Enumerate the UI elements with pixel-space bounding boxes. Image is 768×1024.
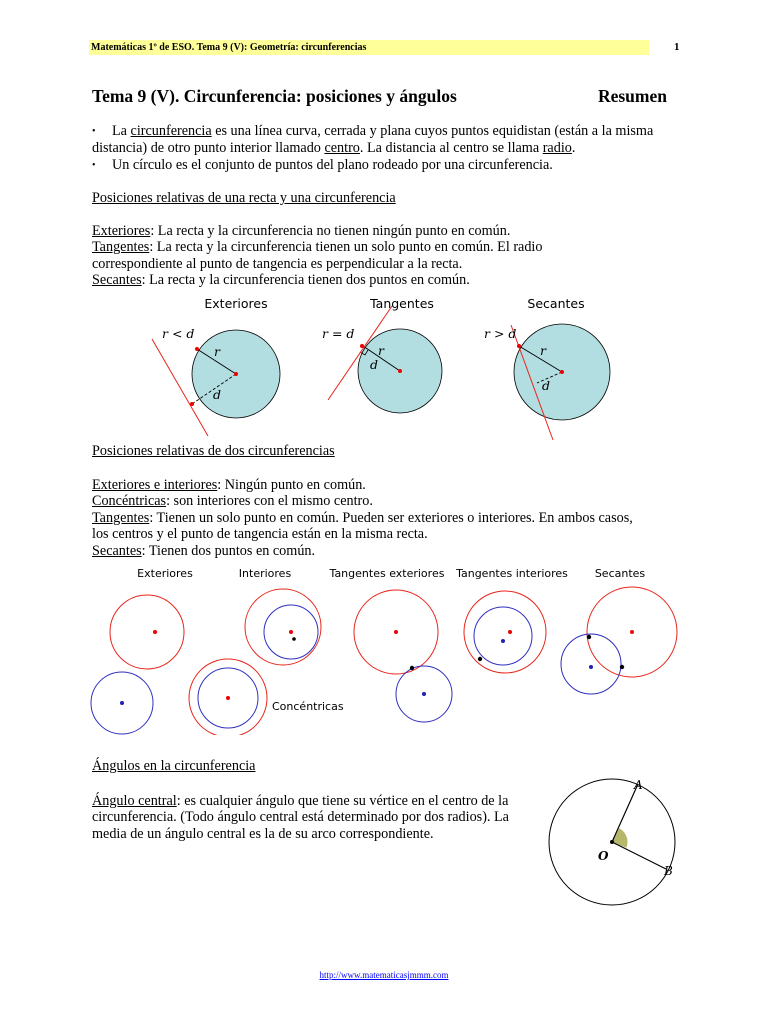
svg-text:r = d: r = d	[322, 326, 355, 341]
fig1-label-tangentes: Tangentes	[370, 296, 434, 311]
bullet-icon: •	[92, 160, 96, 171]
external-tangent-circles-diagram	[354, 590, 452, 722]
svg-text:Tangentes interiores: Tangentes interiores	[456, 567, 568, 580]
svg-text:Concéntricas: Concéntricas	[272, 700, 344, 713]
intro-bullet-2: • Un círculo es el conjunto de puntos del plano rodeado por una circunferencia.	[92, 157, 553, 173]
svg-text:Secantes: Secantes	[594, 567, 646, 580]
exterior-circles-diagram	[91, 595, 184, 734]
sec1-paragraph: Exteriores: La recta y la circunferencia no tienen ningún punto en común. Tangentes: La recta y la circunferencia tienen un solo punto en común. El radio correspondiente al punto de tangencia es perpendicular a la recta. Secantes: La recta y la circunferencia tienen dos puntos en común.	[92, 223, 543, 289]
svg-text:r: r	[378, 343, 384, 358]
section-heading-dos-circunferencias: Posiciones relativas de dos circunferencias	[92, 443, 335, 459]
exterior-line-diagram	[152, 326, 280, 436]
page-header	[89, 40, 649, 55]
svg-text:r > d: r > d	[484, 326, 517, 341]
svg-text:r: r	[214, 344, 220, 359]
title-summary: Resumen	[597, 86, 667, 106]
tangent-line-diagram	[322, 306, 442, 413]
recta-circunferencia-figure	[0, 290, 768, 445]
interior-circles-diagram	[245, 589, 321, 665]
svg-text:Exteriores: Exteriores	[137, 567, 193, 580]
concentric-circles-diagram	[189, 659, 344, 735]
fig1-label-secantes: Secantes	[527, 296, 585, 311]
sec2-paragraph: Exteriores e interiores: Ningún punto en común. Concéntricas: son interiores con el mismo centro. Tangentes: Tienen un solo punto en común. Pueden ser exteriores o interiores. En ambos casos, los centros y el punto de tangencia están en la misma recta. Secantes: Tienen dos puntos en común.	[92, 477, 633, 559]
svg-text:r: r	[540, 343, 546, 358]
page-number: 1	[674, 41, 680, 53]
svg-text:Tangentes exteriores: Tangentes exteriores	[329, 567, 445, 580]
sec3-paragraph: Ángulo central: es cualquier ángulo que tiene su vértice en el centro de la circunferencia. (Todo ángulo central está determinado por dos radios). La media de un ángulo central es la de su arco correspondiente.	[92, 793, 509, 842]
fig1-label-exteriores: Exteriores	[204, 296, 268, 311]
secant-circles-diagram	[561, 587, 677, 694]
svg-text:B: B	[664, 864, 673, 878]
term-radio: radio	[542, 140, 572, 157]
footer-link[interactable]: http://www.matematicasjmmm.com	[319, 970, 449, 980]
term-centro: centro	[324, 140, 360, 157]
svg-text:d: d	[213, 387, 222, 402]
svg-text:Interiores: Interiores	[238, 567, 292, 580]
central-angle-figure	[540, 775, 690, 910]
intro-bullet-1: • La circunferencia es una línea curva, cerrada y plana cuyos puntos equidistan (están a la misma distancia) de otro punto interior llamado centro. La distancia al centro se llama radio.	[92, 123, 654, 157]
bullet-icon: •	[92, 126, 96, 137]
svg-text:d: d	[370, 357, 379, 372]
section-heading-angulos: Ángulos en la circunferencia	[92, 758, 256, 774]
svg-text:A: A	[634, 778, 643, 792]
secant-line-diagram	[484, 324, 610, 440]
page-title	[92, 86, 667, 107]
section-heading-recta: Posiciones relativas de una recta y una circunferencia	[92, 190, 396, 206]
term-circunferencia: circunferencia	[130, 123, 212, 139]
internal-tangent-circles-diagram	[464, 591, 546, 673]
title-main: Tema 9 (V). Circunferencia: posiciones y ángulos	[92, 86, 457, 106]
svg-text:r < d: r < d	[162, 326, 195, 341]
header-text: Matemáticas 1º de ESO. Tema 9 (V): Geometría: circunferencias	[91, 42, 367, 53]
svg-text:O: O	[598, 849, 609, 863]
dos-circunferencias-figure	[0, 560, 768, 735]
svg-text:d: d	[542, 378, 551, 393]
